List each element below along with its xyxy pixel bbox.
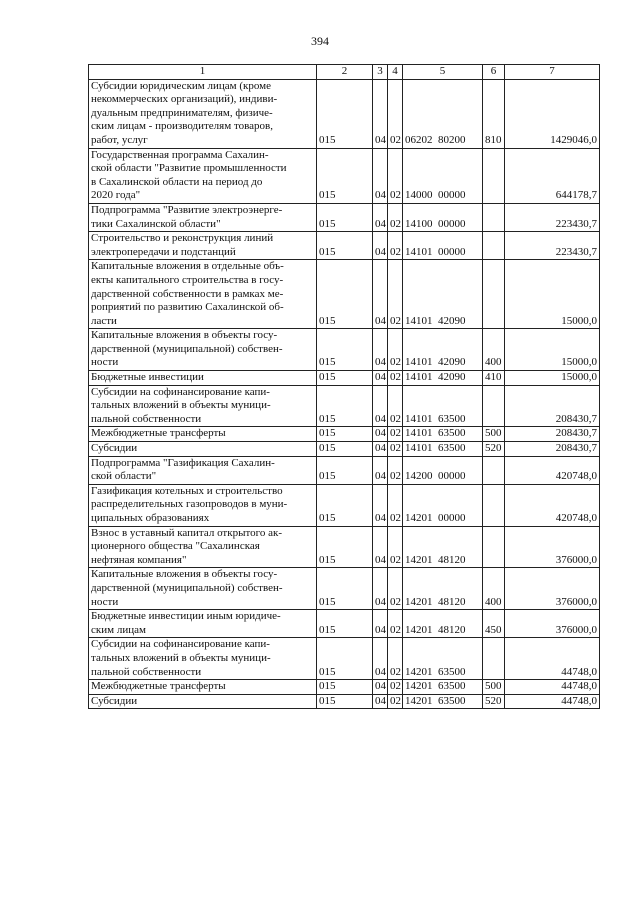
expense-type-cell: 500: [483, 427, 505, 442]
row-name-cell: Межбюджетные трансферты: [89, 427, 317, 442]
target-code-cell: 06202 80200: [403, 79, 483, 148]
row-name-cell: Капитальные вложения в отдельные объ- екты капитального строительства в госу- дарственной собственности в рамках ме- роприятий по развитию Сахалинской об- ласти: [89, 260, 317, 329]
row-name-cell: Бюджетные инвестиции: [89, 371, 317, 386]
section-code-cell: 04: [373, 680, 388, 695]
admin-code-cell: 015: [317, 638, 373, 680]
amount-cell: 15000,0: [505, 260, 600, 329]
admin-code-cell: 015: [317, 232, 373, 260]
subsection-code-cell: 02: [388, 484, 403, 526]
table-row: [89, 232, 600, 260]
header-cell: 4: [388, 65, 403, 80]
row-name-cell: Межбюджетные трансферты: [89, 680, 317, 695]
row-name-cell: Подпрограмма "Развитие электроэнерге- тики Сахалинской области": [89, 203, 317, 231]
target-code-cell: 14101 42090: [403, 329, 483, 371]
table-row: [89, 610, 600, 638]
section-code-cell: 04: [373, 371, 388, 386]
amount-cell: 376000,0: [505, 526, 600, 568]
admin-code-cell: 015: [317, 568, 373, 610]
expense-type-cell: [483, 456, 505, 484]
section-code-cell: 04: [373, 526, 388, 568]
amount-cell: 208430,7: [505, 385, 600, 427]
table-row: [89, 694, 600, 709]
amount-cell: 15000,0: [505, 329, 600, 371]
row-name-cell: Капитальные вложения в объекты госу- дарственной (муниципальной) собствен- ности: [89, 568, 317, 610]
amount-cell: 644178,7: [505, 148, 600, 203]
subsection-code-cell: 02: [388, 260, 403, 329]
table-row: [89, 568, 600, 610]
amount-cell: 44748,0: [505, 638, 600, 680]
admin-code-cell: 015: [317, 610, 373, 638]
table-row: [89, 680, 600, 695]
section-code-cell: 04: [373, 232, 388, 260]
expense-type-cell: 500: [483, 680, 505, 695]
target-code-cell: 14000 00000: [403, 148, 483, 203]
target-code-cell: 14101 63500: [403, 427, 483, 442]
table-row: [89, 638, 600, 680]
expense-type-cell: [483, 203, 505, 231]
subsection-code-cell: 02: [388, 329, 403, 371]
amount-cell: 44748,0: [505, 694, 600, 709]
amount-cell: 376000,0: [505, 568, 600, 610]
section-code-cell: 04: [373, 484, 388, 526]
row-name-cell: Подпрограмма "Газификация Сахалин- ской области": [89, 456, 317, 484]
admin-code-cell: 015: [317, 680, 373, 695]
expense-type-cell: 450: [483, 610, 505, 638]
row-name-cell: Капитальные вложения в объекты госу- дарственной (муниципальной) собствен- ности: [89, 329, 317, 371]
page-number: 394: [311, 34, 329, 48]
subsection-code-cell: 02: [388, 427, 403, 442]
expense-type-cell: 400: [483, 568, 505, 610]
table-row: [89, 526, 600, 568]
admin-code-cell: 015: [317, 385, 373, 427]
amount-cell: 223430,7: [505, 203, 600, 231]
header-cell: 2: [317, 65, 373, 80]
expense-type-cell: 520: [483, 694, 505, 709]
admin-code-cell: 015: [317, 484, 373, 526]
section-code-cell: 04: [373, 638, 388, 680]
expense-type-cell: [483, 260, 505, 329]
table-row: [89, 484, 600, 526]
target-code-cell: 14200 00000: [403, 456, 483, 484]
amount-cell: 420748,0: [505, 456, 600, 484]
row-name-cell: Субсидии на софинансирование капи- тальных вложений в объекты муници- пальной собственности: [89, 385, 317, 427]
subsection-code-cell: 02: [388, 568, 403, 610]
subsection-code-cell: 02: [388, 680, 403, 695]
amount-cell: 1429046,0: [505, 79, 600, 148]
section-code-cell: 04: [373, 442, 388, 457]
target-code-cell: 14101 00000: [403, 232, 483, 260]
header-cell: 7: [505, 65, 600, 80]
expense-type-cell: [483, 638, 505, 680]
row-name-cell: Субсидии на софинансирование капи- тальных вложений в объекты муници- пальной собственности: [89, 638, 317, 680]
subsection-code-cell: 02: [388, 371, 403, 386]
section-code-cell: 04: [373, 203, 388, 231]
expense-type-cell: [483, 526, 505, 568]
subsection-code-cell: 02: [388, 442, 403, 457]
subsection-code-cell: 02: [388, 456, 403, 484]
section-code-cell: 04: [373, 456, 388, 484]
expense-type-cell: [483, 232, 505, 260]
target-code-cell: 14201 63500: [403, 694, 483, 709]
expense-type-cell: 400: [483, 329, 505, 371]
row-name-cell: Строительство и реконструкция линий электропередачи и подстанций: [89, 232, 317, 260]
table-row: [89, 442, 600, 457]
subsection-code-cell: 02: [388, 232, 403, 260]
admin-code-cell: 015: [317, 456, 373, 484]
row-name-cell: Субсидии: [89, 442, 317, 457]
section-code-cell: 04: [373, 329, 388, 371]
section-code-cell: 04: [373, 568, 388, 610]
admin-code-cell: 015: [317, 148, 373, 203]
subsection-code-cell: 02: [388, 148, 403, 203]
row-name-cell: Взнос в уставный капитал открытого ак- ционерного общества "Сахалинская нефтяная компания": [89, 526, 317, 568]
table-body: [89, 79, 600, 709]
section-code-cell: 04: [373, 385, 388, 427]
table-row: [89, 203, 600, 231]
table-row: [89, 148, 600, 203]
expense-type-cell: [483, 385, 505, 427]
subsection-code-cell: 02: [388, 203, 403, 231]
target-code-cell: 14101 42090: [403, 260, 483, 329]
admin-code-cell: 015: [317, 371, 373, 386]
row-name-cell: Бюджетные инвестиции иным юридиче- ским лицам: [89, 610, 317, 638]
amount-cell: 15000,0: [505, 371, 600, 386]
subsection-code-cell: 02: [388, 385, 403, 427]
header-cell: 1: [89, 65, 317, 80]
admin-code-cell: 015: [317, 427, 373, 442]
row-name-cell: Государственная программа Сахалин- ской области "Развитие промышленности в Сахалинской области на период до 2020 года": [89, 148, 317, 203]
subsection-code-cell: 02: [388, 79, 403, 148]
table-row: [89, 456, 600, 484]
admin-code-cell: 015: [317, 79, 373, 148]
header-row: [89, 65, 600, 80]
subsection-code-cell: 02: [388, 526, 403, 568]
row-name-cell: Субсидии: [89, 694, 317, 709]
row-name-cell: Субсидии юридическим лицам (кроме некоммерческих организаций), индиви- дуальным предпринимателям, физиче- ским лицам - производителям товаров, работ, услуг: [89, 79, 317, 148]
amount-cell: 208430,7: [505, 427, 600, 442]
amount-cell: 44748,0: [505, 680, 600, 695]
expense-type-cell: [483, 148, 505, 203]
row-name-cell: Газификация котельных и строительство распределительных газопроводов в муни- ципальных образованиях: [89, 484, 317, 526]
target-code-cell: 14201 48120: [403, 610, 483, 638]
header-cell: 5: [403, 65, 483, 80]
target-code-cell: 14201 63500: [403, 680, 483, 695]
subsection-code-cell: 02: [388, 638, 403, 680]
expense-type-cell: 520: [483, 442, 505, 457]
section-code-cell: 04: [373, 260, 388, 329]
admin-code-cell: 015: [317, 694, 373, 709]
admin-code-cell: 015: [317, 203, 373, 231]
amount-cell: 376000,0: [505, 610, 600, 638]
table-row: [89, 79, 600, 148]
amount-cell: 208430,7: [505, 442, 600, 457]
table-row: [89, 385, 600, 427]
target-code-cell: 14201 48120: [403, 568, 483, 610]
section-code-cell: 04: [373, 694, 388, 709]
target-code-cell: 14101 42090: [403, 371, 483, 386]
target-code-cell: 14101 63500: [403, 385, 483, 427]
target-code-cell: 14201 63500: [403, 638, 483, 680]
budget-table: [88, 64, 600, 709]
section-code-cell: 04: [373, 427, 388, 442]
expense-type-cell: [483, 484, 505, 526]
target-code-cell: 14201 48120: [403, 526, 483, 568]
expense-type-cell: 810: [483, 79, 505, 148]
admin-code-cell: 015: [317, 329, 373, 371]
subsection-code-cell: 02: [388, 610, 403, 638]
admin-code-cell: 015: [317, 442, 373, 457]
expense-type-cell: 410: [483, 371, 505, 386]
target-code-cell: 14101 63500: [403, 442, 483, 457]
admin-code-cell: 015: [317, 526, 373, 568]
header-cell: 6: [483, 65, 505, 80]
table-row: [89, 329, 600, 371]
table-row: [89, 427, 600, 442]
amount-cell: 223430,7: [505, 232, 600, 260]
target-code-cell: 14100 00000: [403, 203, 483, 231]
table-row: [89, 260, 600, 329]
header-cell: 3: [373, 65, 388, 80]
subsection-code-cell: 02: [388, 694, 403, 709]
section-code-cell: 04: [373, 79, 388, 148]
section-code-cell: 04: [373, 610, 388, 638]
amount-cell: 420748,0: [505, 484, 600, 526]
section-code-cell: 04: [373, 148, 388, 203]
table-row: [89, 371, 600, 386]
target-code-cell: 14201 00000: [403, 484, 483, 526]
admin-code-cell: 015: [317, 260, 373, 329]
